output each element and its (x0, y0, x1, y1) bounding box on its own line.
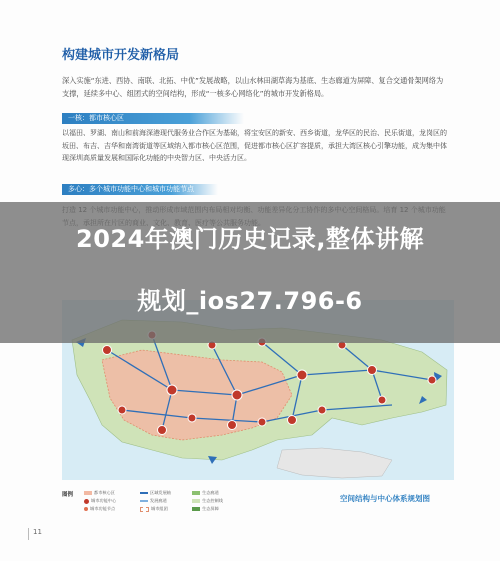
legend-swatch (192, 499, 200, 503)
legend-item (84, 490, 115, 496)
legend-swatch (140, 507, 149, 512)
legend-swatch (192, 507, 200, 511)
legend-swatch (140, 492, 148, 494)
map-caption: 空间结构与中心体系规划图 (340, 494, 430, 503)
section-text-core: 以福田、罗湖、南山和前海深港现代服务业合作区为基础，将宝安区的新安、西乡街道，龙华区的民治、民乐街道，龙岗区的坂田、布吉、吉华和南湾街道等区域纳入都市核心区范围，促进都市核心区扩容提质，承担大湾区核心引擎功能，成为集中体现深圳高质量发展和国际化功能的中央智力区、中央活力区。 (62, 129, 447, 162)
legend-swatch (84, 507, 88, 511)
legend-swatch (140, 500, 148, 502)
banner-title-line2: 规划_ios27.796-6 (137, 287, 363, 315)
legend-label: 生态控制线 (202, 498, 223, 503)
legend-label: 区域发展轴 (150, 490, 171, 495)
section-heading-centers: 多心：多个城市功能中心和城市功能节点 (62, 184, 218, 195)
legend-label: 城市功能节点 (90, 506, 116, 511)
legend-item (84, 506, 115, 512)
legend-swatch (84, 491, 92, 495)
legend-item (192, 498, 223, 504)
legend-swatch (192, 491, 200, 495)
legend-label: 生态屏障 (202, 506, 219, 511)
legend-item (84, 498, 116, 504)
banner-title-line1: 2024年澳门历史记录,整体讲解 (76, 225, 424, 253)
legend-label: 城市功能中心 (91, 498, 117, 503)
legend-item (192, 490, 219, 496)
footer-divider (28, 528, 29, 540)
page-title: 构建城市开发新格局 (62, 48, 180, 63)
legend-item (140, 498, 167, 504)
legend-label: 都市核心区 (94, 490, 115, 495)
legend-label: 生态廊道 (202, 490, 219, 495)
intro-paragraph: 深入实施“东进、西协、南联、北拓、中优”发展战略，以山水林田湖草海为基底、生态廊道为屏障、复合交通骨架网络为支撑，延续多中心、组团式的空间结构，形成“一核多心网络化”的城市开发新格局。 (62, 76, 444, 98)
legend-item (192, 506, 219, 512)
legend-item (140, 506, 168, 512)
legend-item (140, 490, 171, 496)
page-number: 11 (33, 528, 42, 536)
legend-label: 发展廊道 (150, 498, 167, 503)
map-legend (62, 488, 312, 518)
legend-swatch (84, 499, 89, 504)
legend-label: 城市组团 (151, 506, 168, 511)
legend-title: 图例 (62, 492, 74, 498)
section-heading-core: 一核：都市核心区 (62, 113, 244, 124)
